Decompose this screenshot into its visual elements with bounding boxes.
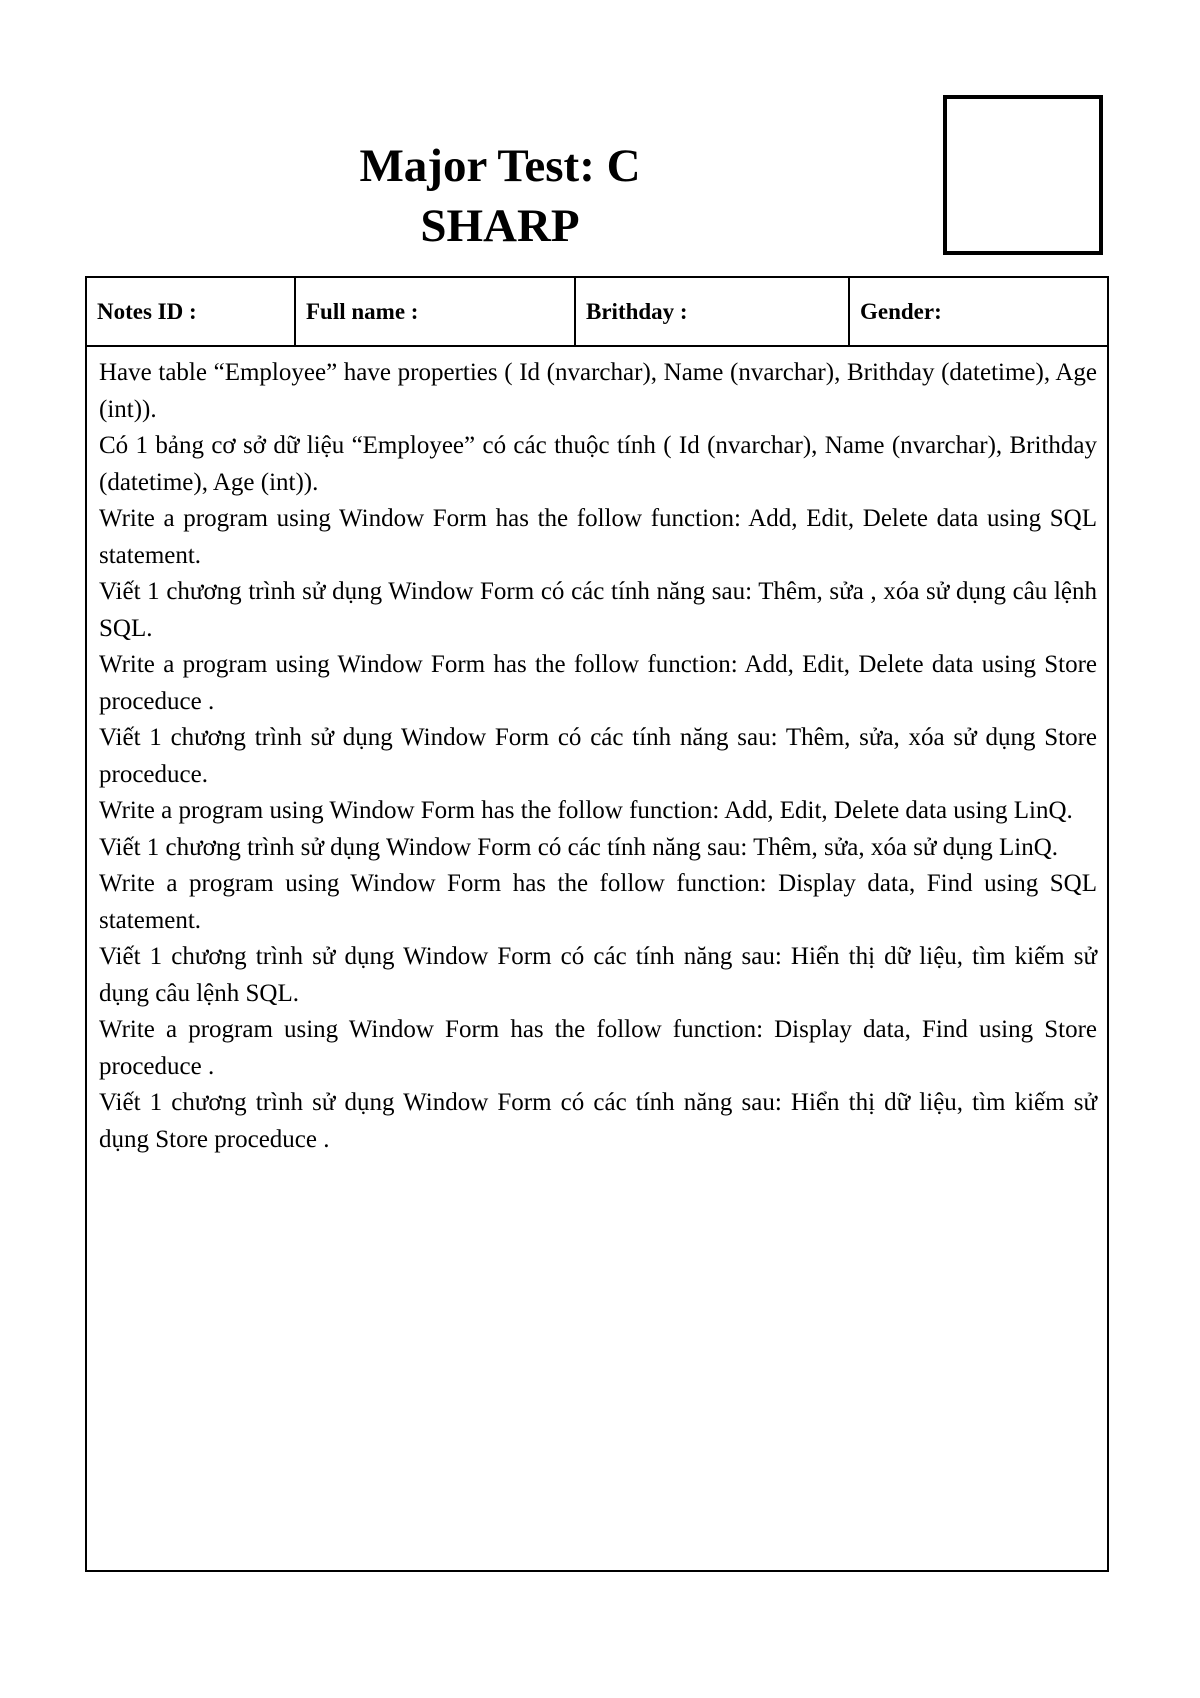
- paragraph: Viết 1 chương trình sử dụng Window Form có các tính năng sau: Thêm, sửa, xóa sử dụng Store proceduce.: [99, 724, 1097, 788]
- paragraph: Write a program using Window Form has the follow function: Add, Edit, Delete data using SQL statement.: [99, 505, 1097, 569]
- birthday-label: Brithday :: [586, 298, 688, 324]
- paragraph: Viết 1 chương trình sử dụng Window Form có các tính năng sau: Hiển thị dữ liệu, tìm kiếm sử dụng Store proceduce .: [99, 1089, 1097, 1153]
- photo-box: [943, 95, 1103, 255]
- paragraph: Write a program using Window Form has the follow function: Add, Edit, Delete data using Store proceduce .: [99, 651, 1097, 715]
- paragraph: Viết 1 chương trình sử dụng Window Form có các tính năng sau: Thêm, sửa , xóa sử dụng câu lệnh SQL.: [99, 578, 1097, 642]
- notes-id-label: Notes ID :: [97, 298, 197, 324]
- exam-content: [99, 355, 1097, 1158]
- gender-field: [850, 278, 1107, 345]
- paragraph: Có 1 bảng cơ sở dữ liệu “Employee” có các thuộc tính ( Id (nvarchar), Name (nvarchar), Brithday (datetime), Age (int)).: [99, 432, 1097, 496]
- paragraph: Write a program using Window Form has the follow function: Add, Edit, Delete data using LinQ.: [99, 797, 1073, 824]
- paragraph: Have table “Employee” have properties ( Id (nvarchar), Name (nvarchar), Brithday (datetime), Age (int)).: [99, 359, 1097, 423]
- exam-frame: [85, 276, 1109, 1572]
- notes-id-field: [87, 278, 296, 345]
- student-info-row: [87, 278, 1107, 347]
- paragraph: Write a program using Window Form has the follow function: Display data, Find using SQL statement.: [99, 870, 1097, 934]
- gender-label: Gender:: [860, 298, 942, 324]
- full-name-label: Full name :: [306, 298, 419, 324]
- paragraph: Write a program using Window Form has the follow function: Display data, Find using Store proceduce .: [99, 1016, 1097, 1080]
- paragraph: Viết 1 chương trình sử dụng Window Form có các tính năng sau: Hiển thị dữ liệu, tìm kiếm sử dụng câu lệnh SQL.: [99, 943, 1097, 1007]
- full-name-field: [296, 278, 576, 345]
- page-title: Major Test: C SHARP: [359, 140, 641, 252]
- paragraph: Viết 1 chương trình sử dụng Window Form có các tính năng sau: Thêm, sửa, xóa sử dụng LinQ.: [99, 833, 1058, 861]
- birthday-field: [576, 278, 850, 345]
